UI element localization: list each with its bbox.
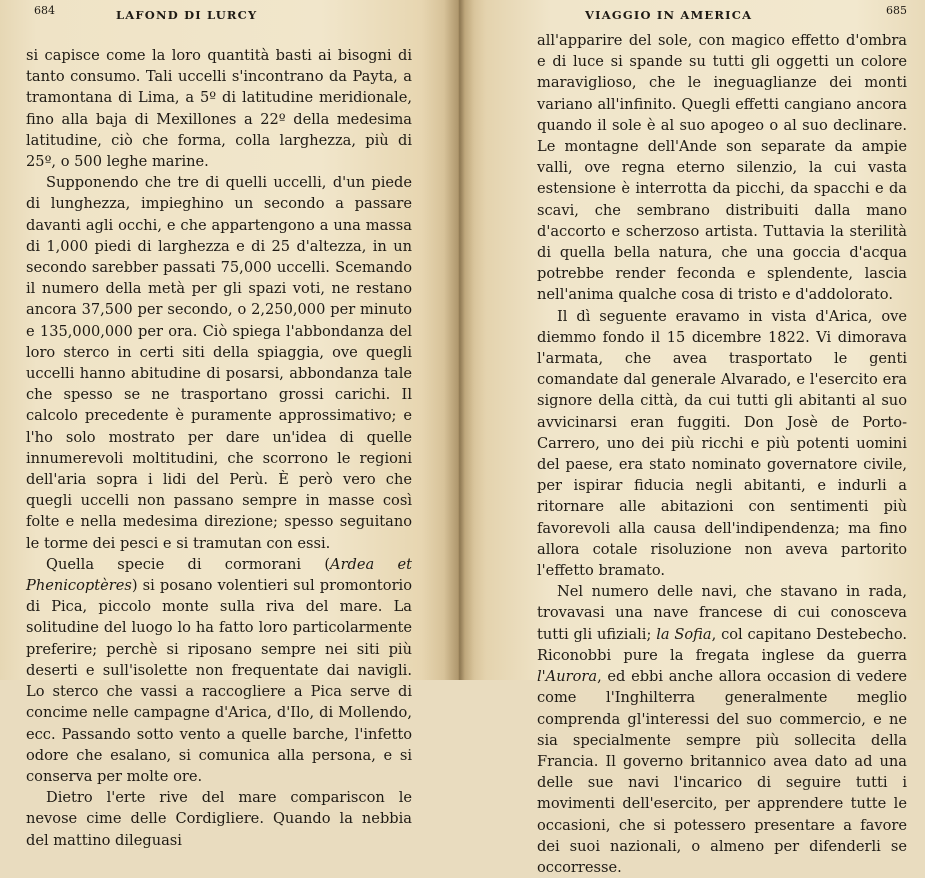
left-page-header [26, 0, 412, 38]
right-page-text [537, 30, 907, 878]
paragraph: Dietro l'erte rive del mare compariscon le nevose cime delle Cordigliere. Quando la nebbia del mattino dileguasi [26, 789, 412, 849]
italic-ship-name: la Sofia [656, 625, 712, 643]
running-head: LAFOND DI LURCY [116, 8, 258, 22]
paragraph: Supponendo che tre di quelli uccelli, d'un piede di lunghezza, impieghino un secondo a passare davanti agli occhi, e che appartengono a una massa di 1,000 piedi di larghezza e di 25 d'altezza, in un secondo sarebber passati 75,000 uccelli. Scemando il numero della metà per gli spazi voti, ne restano ancora 37,500 per secondo, o 2,250,000 per minuto e 135,000,000 per ora. Ciò spiega l'abbondanza del loro sterco in certi siti della spiaggia, ove quegli uccelli hanno abitudine di posarsi, abbondanza tale che spesso se ne trasportano grossi carichi. Il calcolo precedente è puramente approssimativo; e l'ho solo mostrato per dare un'idea di quelle innumerevoli moltitudini, che scorrono le regioni dell'aria sopra i lidi del Perù. È però vero che quegli uccelli non passano sempre in masse così folte e nella medesima direzione; spesso seguitano le torme dei pesci e si tramutan con essi. [26, 174, 412, 552]
paragraph: all'apparire del sole, con magico effetto d'ombra e di luce si spande su tutti gli oggetti un colore maraviglioso, che le ineguaglianze dei monti variano all'infinito. Quegli effetti cangiano ancora quando il sole è al suo apogeo o al suo declinare. Le montagne dell'Ande son separate da ampie valli, ove regna eterno silenzio, la cui vasta estensione è interrotta da picchi, da spacchi e da scavi, che sembrano distribuiti dalla mano d'accorto e scherzoso artista. Tuttavia la sterilità di quella bella natura, che una goccia d'acqua potrebbe render feconda e splendente, lascia nell'anima qualche cosa di tristo e d'addolorato. [537, 32, 907, 304]
paragraph [26, 554, 412, 787]
page-number: 684 [34, 4, 55, 17]
right-page [458, 0, 925, 876]
italic-ship-name: l'Aurora [537, 668, 598, 686]
paragraph-text: , ed ebbi anche allora occasion di vedere come l'Inghilterra generalmente meglio comprenda gl'interessi del suo commercio, e ne sia specialmente sempre più sollecita della Francia. Il governo britannico avea dato ad una delle sue navi l'incarico di seguire tutti i movimenti dell'esercito, per apprendere tutte le occasioni, che si potessero presentare a favore dei suoi nazionali, o almeno per difenderli se occorresse. [537, 668, 907, 876]
paragraph-text: Quella specie di cormorani ( [46, 555, 331, 573]
left-page-text [26, 45, 412, 851]
paragraph-text: Nel numero delle navi, che stavano in rada, trovavasi una nave francese di cui conoscevа tutti gli ufiziali; [537, 583, 907, 643]
right-page-header [537, 0, 907, 38]
paragraph [537, 581, 907, 878]
paragraph-text: , col capitano Destebecho. Riconobbi pure la fregata inglese da guerra [537, 625, 907, 664]
italic-species-name: Ardea et Phenicoptères [26, 555, 412, 595]
page-number: 685 [886, 4, 907, 17]
paragraph-text: ) si posano volentieri sul promontorio di Pica, piccolo monte sulla riva del mare. La solitudine del luogo lo ha fatto loro particolarmente preferire; perchè si riposano sempre nei siti più deserti e sull'isolette non frequentate dai navigli. Lo sterco che vassi a raccogliere a Pica serve di concime nelle campagne d'Arica, d'Ilo, di Mollendo, ecc. Passando sotto vento a quelle barche, l'infetto odore che esalano, si comunica alla persona, e si conserva per molte ore. [26, 577, 412, 785]
paragraph: Il dì seguente eravamo in vista d'Arica, ove diemmo fondo il 15 dicembre 1822. Vi dimorava l'armata, che avea trasportato le genti comandate dal generale Alvarado, e l'esercito era signore della città, da cui tutti gli abitanti al suo avvicinarsi eran fuggiti. Don Josè de Porto-Carrero, uno dei più ricchi e più potenti uomini del paese, era stato nominato governatore civile, per ispirar fiducia negli abitanti, e indurli a ritornare alle abitazioni con sentimenti più favorevoli alla causa dell'indipendenza; ma fino allora cotale risoluzione non aveva partorito l'effetto bramato. [537, 307, 907, 580]
running-head: VIAGGIO IN AMERICA [585, 8, 753, 22]
book-gutter-shadow [444, 0, 474, 680]
left-page [0, 0, 458, 849]
paragraph: si capisce come la loro quantità basti ai bisogni di tanto consumo. Tali uccelli s'incontrano da Payta, a tramontana di Lima, a 5º di latitudine meridionale, fino alla baja di Mexillones a 22º della medesima latitudine, ciò che forma, colla larghezza, più di 25º, o 500 leghe marine. [26, 47, 412, 171]
